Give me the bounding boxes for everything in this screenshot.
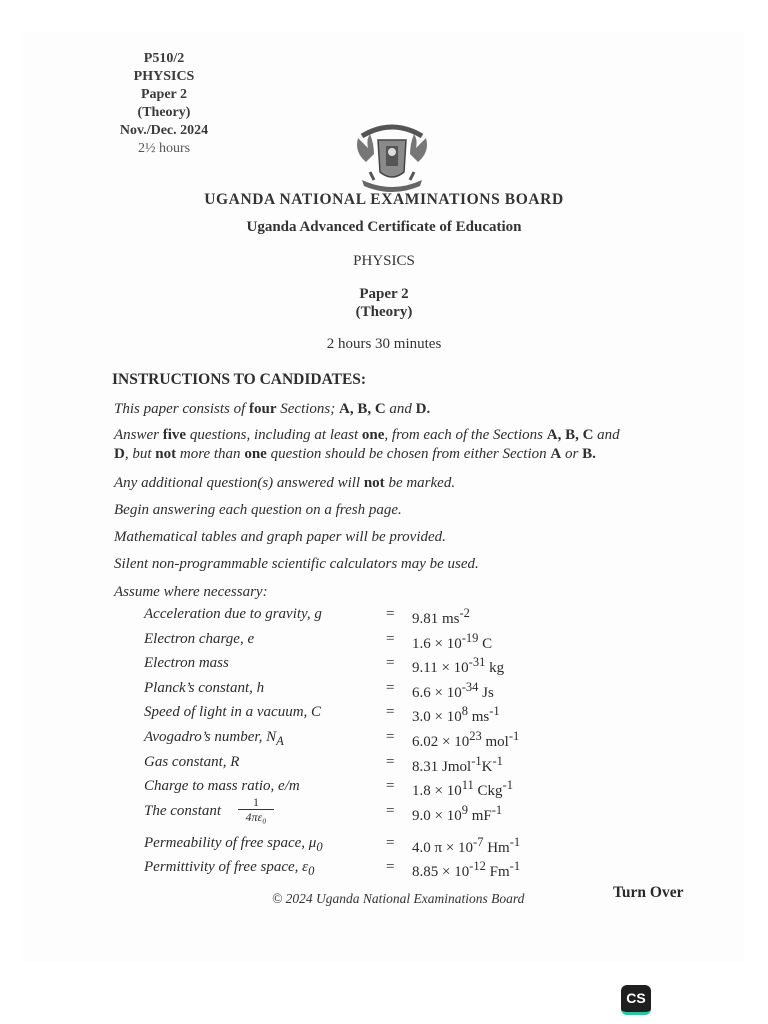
paper-code-block bbox=[104, 50, 224, 158]
equals-sign: = bbox=[386, 802, 395, 819]
instruction-tables: Mathematical tables and graph paper will be provided. bbox=[114, 529, 446, 545]
constant-name: Electron charge, e bbox=[144, 630, 255, 647]
equals-sign: = bbox=[386, 655, 395, 672]
constant-value: 9.81 $ms^{-2}$ bbox=[412, 606, 470, 627]
constant-value: $1.6 \times 10^{-19}$ C bbox=[412, 630, 493, 652]
physical-constants-list bbox=[144, 604, 564, 882]
constant-value: $1.8 \times 10^{11}$ Ckg$^{-1}$ bbox=[412, 778, 513, 800]
constant-row bbox=[144, 604, 564, 629]
paper-session: Nov./Dec. 2024 bbox=[119, 123, 209, 138]
constant-value: $9.0 \times 10^9$ $mF^{-1}$ bbox=[412, 802, 503, 824]
constant-value: 4.0 $\pi \times 10^{-7}$ $Hm^{-1}$ bbox=[412, 834, 521, 856]
camscanner-badge: CS bbox=[621, 985, 651, 1015]
constant-name: Charge to mass ratio, e/m bbox=[144, 778, 300, 795]
paper-subject: PHYSICS bbox=[133, 69, 195, 84]
paper-number: Paper 2 bbox=[140, 87, 187, 102]
constant-row bbox=[144, 833, 564, 858]
constant-name: Permittivity of free space, $\varepsilon_0$ bbox=[144, 859, 315, 879]
constant-value: $9.11 \times 10^{-31}$ kg bbox=[412, 655, 505, 677]
board-name: UGANDA NATIONAL EXAMINATIONS BOARD bbox=[204, 191, 564, 208]
constant-name: The constant bbox=[144, 802, 222, 819]
paper-code: P510/2 bbox=[143, 51, 185, 66]
equals-sign: = bbox=[386, 753, 395, 770]
constant-name: Permeability of free space, $\mu_0$ bbox=[144, 834, 323, 854]
instruction-answer-five: Answer five questions, including at least one, from each of the Sections A, B, C and D, but not more than one question should be chosen from either Section A or B. bbox=[114, 427, 620, 462]
constant-name: Gas constant, R bbox=[144, 753, 240, 770]
constant-value: $6.6 \times 10^{-34}$ Js bbox=[412, 679, 494, 701]
instruction-sections: This paper consists of four Sections; A, B, C and D. bbox=[114, 401, 431, 417]
equals-sign: = bbox=[386, 859, 395, 876]
equals-sign: = bbox=[386, 679, 395, 696]
constant-fraction: $\frac{1}{\text{4πε₀}}$ bbox=[238, 795, 274, 824]
uneb-crest-logo bbox=[344, 122, 440, 194]
constant-row bbox=[144, 857, 564, 882]
constant-name: Speed of light in a vacuum, C bbox=[144, 704, 322, 721]
subject-title: PHYSICS bbox=[353, 253, 415, 269]
constant-value: 8.31 $Jmol^{-1}K^{-1}$ bbox=[412, 753, 503, 775]
paper-type: (Theory) bbox=[137, 105, 191, 120]
paper-type-title: (Theory) bbox=[355, 304, 413, 320]
constant-value: $3.0 \times 10^8$ $ms^{-1}$ bbox=[412, 704, 500, 726]
paper-duration: 2½ hours bbox=[137, 141, 191, 156]
instruction-fresh-page: Begin answering each question on a fresh page. bbox=[114, 502, 402, 518]
constant-value: $8.85 \times 10^{-12}$ $Fm^{-1}$ bbox=[412, 859, 521, 881]
equals-sign: = bbox=[386, 630, 395, 647]
constant-row bbox=[144, 653, 564, 678]
equals-sign: = bbox=[386, 606, 395, 622]
time-allowed: 2 hours 30 minutes bbox=[326, 336, 442, 352]
constant-row bbox=[144, 678, 564, 703]
instructions-heading: INSTRUCTIONS TO CANDIDATES: bbox=[112, 371, 367, 388]
equals-sign: = bbox=[386, 778, 395, 795]
instruction-calculators: Silent non-programmable scientific calculators may be used. bbox=[114, 556, 479, 572]
instruction-additional: Any additional question(s) answered will not be marked. bbox=[114, 475, 456, 491]
copyright-notice: © 2024 Uganda National Examinations Board bbox=[272, 891, 525, 906]
equals-sign: = bbox=[386, 728, 395, 745]
constant-name: Planck’s constant, h bbox=[144, 679, 265, 696]
constant-row bbox=[144, 752, 564, 777]
constant-name: Avogadro’s number, $N_A$ bbox=[144, 728, 284, 748]
constant-row bbox=[144, 794, 564, 833]
turn-over-label: Turn Over bbox=[613, 884, 684, 901]
constant-name: Electron mass bbox=[144, 655, 229, 672]
instruction-assume: Assume where necessary: bbox=[114, 584, 268, 600]
constant-row bbox=[144, 776, 564, 801]
constant-row bbox=[144, 702, 564, 727]
constant-row bbox=[144, 629, 564, 654]
constant-name: Acceleration due to gravity, g bbox=[144, 606, 322, 622]
equals-sign: = bbox=[386, 704, 395, 721]
constant-row bbox=[144, 727, 564, 752]
constant-value: $6.02 \times 10^{23}$ mol$^{-1}$ bbox=[412, 728, 520, 750]
equals-sign: = bbox=[386, 834, 395, 851]
paper-title: Paper 2 bbox=[359, 286, 409, 302]
certificate-name: Uganda Advanced Certificate of Education bbox=[246, 219, 522, 235]
